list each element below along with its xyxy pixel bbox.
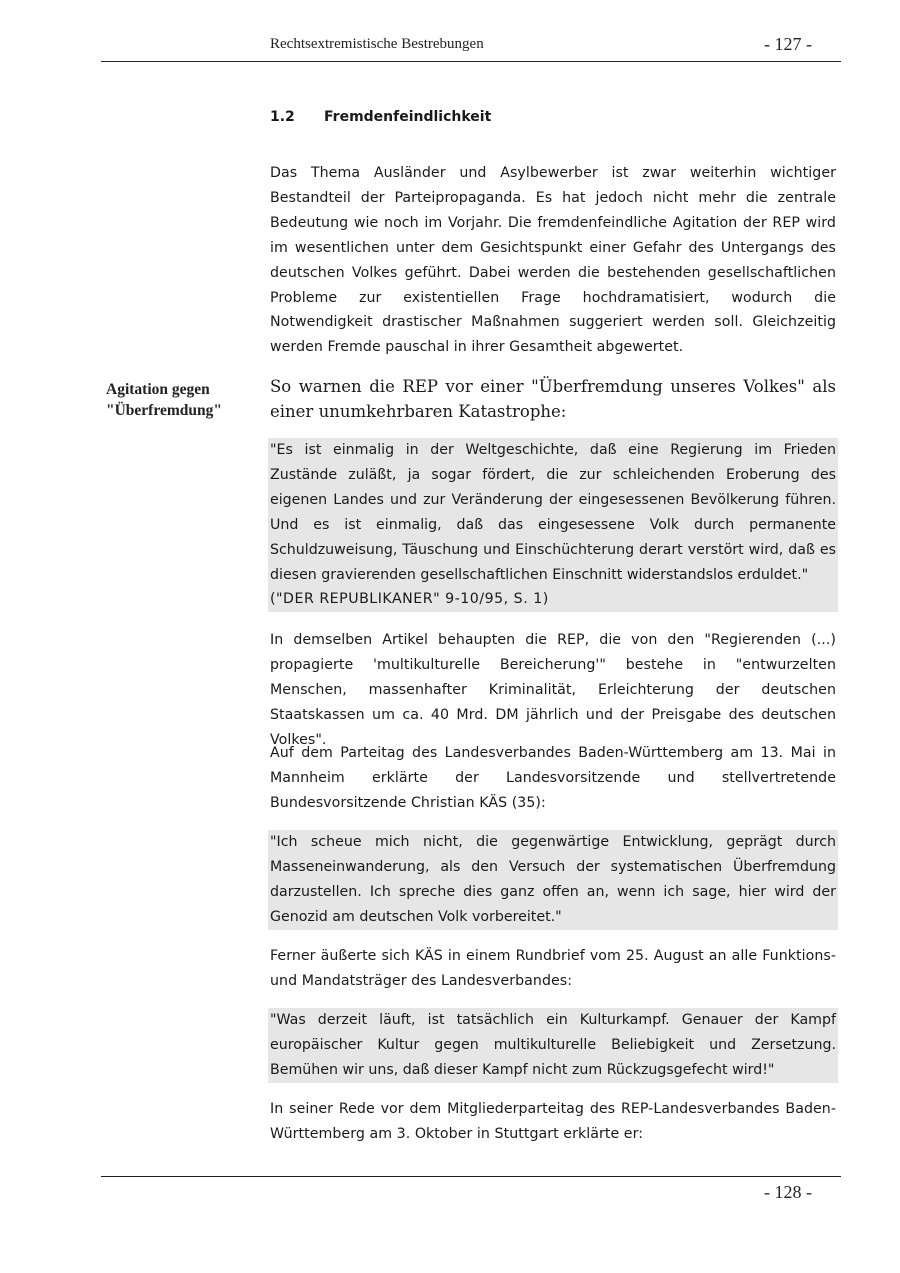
footer-page-number: - 128 -: [764, 1182, 812, 1202]
header-page-number: - 127 -: [764, 34, 812, 54]
quote-2-text: "Ich scheue mich nicht, die gegenwärtige Entwicklung, geprägt durch Masseneinwanderung, als den Versuch der systematischen Überfremdung darzustellen. Ich spreche dies ganz offen an, wenn ich sage, hier wird der Genozid am deutschen Volk vorbereitet.": [270, 834, 836, 925]
paragraph-3: In demselben Artikel behaupten die REP, die von den "Regierenden (...) propagierte 'multikulturelle Bereicherung'" bestehe in "entwurzelten Menschen, massenhafter Kriminalität, Erleichterung der deutschen Staatskassen um ca. 40 Mrd. DM jährlich und der Preisgabe des deutschen Volkes".: [270, 632, 836, 748]
section-number: 1.2: [270, 109, 295, 125]
paragraph-4: Auf dem Parteitag des Landesverbandes Baden-Württemberg am 13. Mai in Mannheim erklärte der Landesvorsitzende und stellvertretende Bundesvorsitzende Christian KÄS (35):: [270, 745, 836, 811]
header-divider: [101, 61, 841, 62]
paragraph-6: In seiner Rede vor dem Mitgliederparteitag des REP-Landesverbandes Baden-Württemberg am 3. Oktober in Stuttgart erklärte er:: [270, 1101, 836, 1142]
quote-block-3: [268, 1008, 838, 1083]
quote-1-text: "Es ist einmalig in der Weltgeschichte, daß eine Regierung im Frieden Zustände zuläßt, ja sogar fördert, die zur schleichenden Eroberung des eigenen Landes und zur Veränderung der eingesessenen Bevölkerung führen. Und es ist einmalig, daß das eingesessene Volk durch permanente Schuldzuweisung, Täuschung und Einschüchterung derart verstört wird, daß es diesen gravierenden gesellschaftlichen Einschnitt widerstandslos erduldet.": [270, 442, 836, 583]
lead-paragraph: So warnen die REP vor einer "Überfremdung unseres Volkes" als einer unumkehrbaren Katastrophe:: [270, 377, 836, 421]
margin-note-line-2: "Überfremdung": [106, 402, 222, 419]
intro-paragraph: Das Thema Ausländer und Asylbewerber ist zwar weiterhin wichtiger Bestandteil der Parteipropaganda. Es hat jedoch nicht mehr die zentrale Bedeutung wie noch im Vorjahr. Die fremdenfeindliche Agitation der REP wird im wesentlichen unter dem Gesichtspunkt einer Gefahr des Untergangs des deutschen Volkes geführt. Dabei werden die bestehenden gesellschaftlichen Probleme zur existentiellen Frage hochdramatisiert, wodurch die Notwendigkeit drastischer Maßnahmen suggeriert werden soll. Gleichzeitig werden Fremde pauschal in ihrer Gesamtheit abgewertet.: [270, 165, 836, 356]
footer-divider: [101, 1176, 841, 1177]
quote-block-1: [268, 438, 838, 612]
quote-1-source: ("DER REPUBLIKANER" 9-10/95, S. 1): [270, 591, 549, 608]
paragraph-5: Ferner äußerte sich KÄS in einem Rundbrief vom 25. August an alle Funktions- und Mandatsträger des Landesverbandes:: [270, 948, 836, 989]
margin-note: [106, 379, 256, 421]
section-title: Fremdenfeindlichkeit: [324, 109, 492, 125]
margin-note-line-1: Agitation gegen: [106, 381, 210, 398]
quote-3-text: "Was derzeit läuft, ist tatsächlich ein Kulturkampf. Genauer der Kampf europäischer Kultur gegen multikulturelle Beliebigkeit und Zersetzung. Bemühen wir uns, daß dieser Kampf nicht zum Rückzugsgefecht wird!": [270, 1012, 836, 1078]
quote-block-2: [268, 830, 838, 930]
running-header-title: Rechtsextremistische Bestrebungen: [270, 36, 484, 52]
